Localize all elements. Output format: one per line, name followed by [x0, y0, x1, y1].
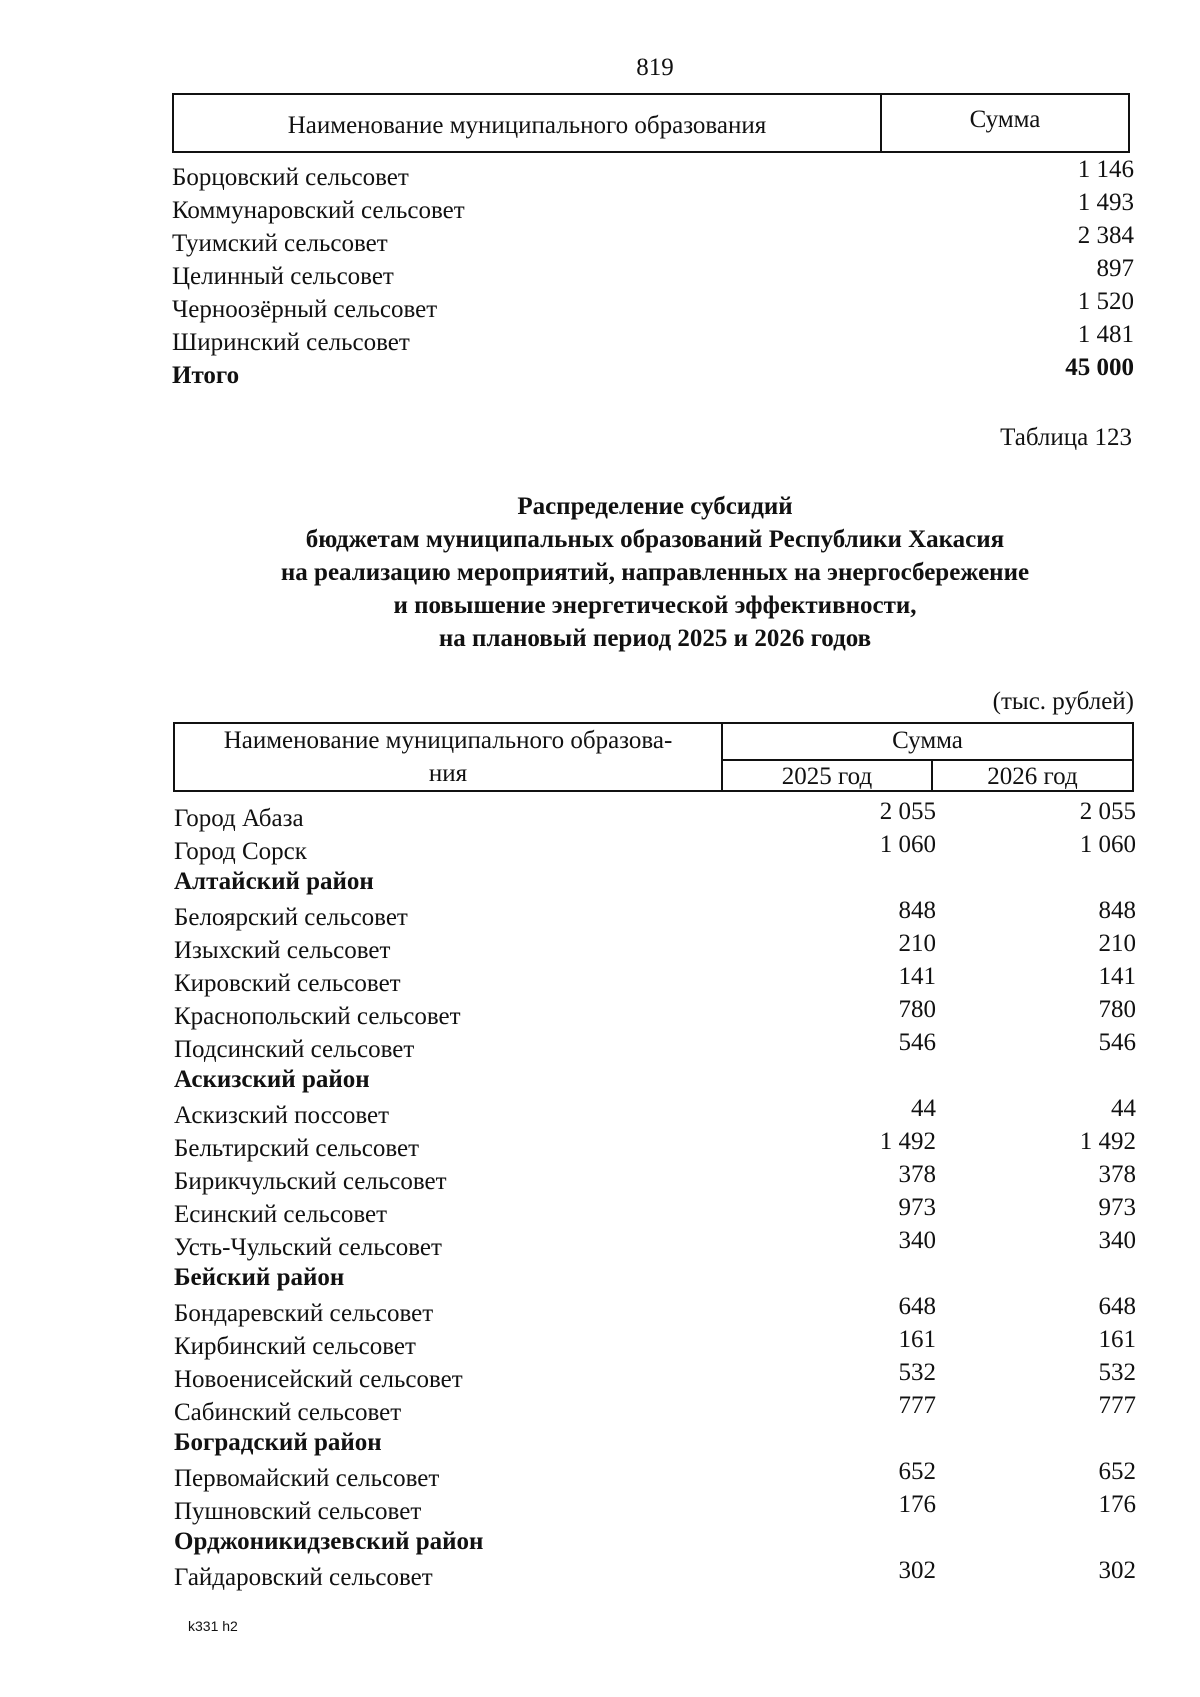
row-value: 1 520: [1077, 288, 1134, 315]
value-2025: 652: [898, 1458, 936, 1485]
value-2026: 161: [1098, 1326, 1136, 1353]
page-number: 819: [636, 54, 674, 81]
row-name: Туимский сельсовет: [172, 230, 388, 257]
table-row: [174, 1361, 1136, 1394]
value-2025: 973: [898, 1194, 936, 1221]
value-2026: 44: [1111, 1095, 1136, 1122]
district-row: [174, 1526, 1136, 1559]
table-row: [174, 800, 1136, 833]
row-name: Ширинский сельсовет: [172, 329, 410, 356]
row-name: Новоенисейский сельсовет: [174, 1366, 463, 1393]
table2-header-year-2025: 2025 год: [723, 761, 933, 790]
table-row: [172, 224, 1134, 257]
district-row: [174, 1427, 1136, 1460]
table-row: [172, 191, 1134, 224]
district-row: [174, 866, 1136, 899]
table2-header: [173, 722, 1134, 792]
table-label: Таблица 123: [1000, 424, 1132, 451]
table-row: [174, 1460, 1136, 1493]
row-value: 897: [1096, 255, 1134, 282]
total-row: [172, 356, 1134, 389]
value-2026: 652: [1098, 1458, 1136, 1485]
total-label: Итого: [172, 362, 240, 389]
table-row: [174, 1031, 1136, 1064]
value-2025: 210: [898, 930, 936, 957]
table-row: [174, 965, 1136, 998]
total-value: 45 000: [1065, 354, 1134, 381]
row-name: Сабинский сельсовет: [174, 1399, 402, 1426]
table-row: [172, 323, 1134, 356]
table2-body: [174, 800, 1136, 1592]
row-name: Первомайский сельсовет: [174, 1465, 440, 1492]
value-2025: 2 055: [879, 798, 936, 825]
row-name: Пушновский сельсовет: [174, 1498, 422, 1525]
table2-header-sum: Сумма: [723, 724, 1132, 761]
table-row: [174, 1493, 1136, 1526]
row-value: 2 384: [1077, 222, 1134, 249]
table2-header-name-line1: Наименование муниципального образова-: [223, 727, 673, 754]
value-2025: 777: [898, 1392, 936, 1419]
table-row: [172, 257, 1134, 290]
row-value: 1 146: [1077, 156, 1134, 183]
row-name: Черноозёрный сельсовет: [172, 296, 438, 323]
value-2025: 141: [898, 963, 936, 990]
value-2026: 302: [1098, 1557, 1136, 1584]
table-row: [174, 1097, 1136, 1130]
value-2025: 848: [898, 897, 936, 924]
row-name: Орджоникидзевский район: [174, 1528, 484, 1555]
table-row: [174, 1229, 1136, 1262]
value-2025: 546: [898, 1029, 936, 1056]
value-2025: 532: [898, 1359, 936, 1386]
title-line: на плановый период 2025 и 2026 годов: [438, 625, 872, 652]
table-row: [174, 899, 1136, 932]
value-2026: 648: [1098, 1293, 1136, 1320]
table-row: [174, 1196, 1136, 1229]
row-name: Борцовский сельсовет: [172, 164, 409, 191]
table1-header: [172, 93, 1130, 153]
value-2026: 141: [1098, 963, 1136, 990]
value-2026: 973: [1098, 1194, 1136, 1221]
row-name: Алтайский район: [174, 868, 374, 895]
row-name: Боградский район: [174, 1429, 382, 1456]
row-name: Белоярский сельсовет: [174, 904, 408, 931]
value-2026: 210: [1098, 930, 1136, 957]
value-2026: 1 492: [1079, 1128, 1136, 1155]
row-name: Кирбинский сельсовет: [174, 1333, 416, 1360]
row-name: Аскизский район: [174, 1066, 370, 1093]
row-name: Есинский сельсовет: [174, 1201, 388, 1228]
row-name: Бельтирский сельсовет: [174, 1135, 420, 1162]
value-2026: 378: [1098, 1161, 1136, 1188]
table2-header-name-line2: ния: [428, 760, 468, 787]
table-row: [174, 1559, 1136, 1592]
title-line: и повышение энергетической эффективности,: [393, 592, 917, 619]
row-name: Кировский сельсовет: [174, 970, 401, 997]
value-2025: 176: [898, 1491, 936, 1518]
row-name: Город Сорск: [174, 838, 307, 865]
row-name: Бирикчульский сельсовет: [174, 1168, 447, 1195]
table-row: [172, 158, 1134, 191]
units-note: (тыс. рублей): [992, 688, 1134, 715]
value-2025: 302: [898, 1557, 936, 1584]
value-2025: 44: [911, 1095, 936, 1122]
value-2025: 1 492: [879, 1128, 936, 1155]
value-2026: 848: [1098, 897, 1136, 924]
row-value: 1 481: [1077, 321, 1134, 348]
table-row: [174, 1394, 1136, 1427]
row-name: Подсинский сельсовет: [174, 1036, 415, 1063]
table-row: [174, 998, 1136, 1031]
table1-header-sum: Сумма: [969, 106, 1041, 133]
table-row: [172, 290, 1134, 323]
table-row: [174, 1163, 1136, 1196]
title-line: бюджетам муниципальных образований Республики Хакасия: [305, 526, 1005, 553]
value-2025: 1 060: [879, 831, 936, 858]
row-name: Гайдаровский сельсовет: [174, 1564, 433, 1591]
row-name: Коммунаровский сельсовет: [172, 197, 465, 224]
value-2026: 777: [1098, 1392, 1136, 1419]
district-row: [174, 1262, 1136, 1295]
row-name: Усть-Чульский сельсовет: [174, 1234, 442, 1261]
table-row: [174, 1130, 1136, 1163]
table-row: [174, 833, 1136, 866]
value-2025: 340: [898, 1227, 936, 1254]
table2-header-year-2026: 2026 год: [987, 763, 1078, 790]
value-2025: 378: [898, 1161, 936, 1188]
value-2026: 532: [1098, 1359, 1136, 1386]
value-2026: 340: [1098, 1227, 1136, 1254]
row-name: Целинный сельсовет: [172, 263, 394, 290]
title-line: Распределение субсидий: [517, 493, 793, 520]
row-name: Город Абаза: [174, 805, 304, 832]
row-value: 1 493: [1077, 189, 1134, 216]
footer-code: k331 h2: [188, 1618, 238, 1634]
value-2026: 1 060: [1079, 831, 1136, 858]
row-name: Краснопольский сельсовет: [174, 1003, 461, 1030]
value-2025: 648: [898, 1293, 936, 1320]
table1-body: [172, 158, 1134, 389]
value-2025: 780: [898, 996, 936, 1023]
row-name: Бондаревский сельсовет: [174, 1300, 434, 1327]
table2-title: [0, 490, 1200, 655]
value-2026: 2 055: [1079, 798, 1136, 825]
row-name: Бейский район: [174, 1264, 345, 1291]
row-name: Изыхский сельсовет: [174, 937, 391, 964]
table-row: [174, 932, 1136, 965]
table2-header-name: [175, 724, 723, 790]
table-row: [174, 1328, 1136, 1361]
district-row: [174, 1064, 1136, 1097]
row-name: Аскизский поссовет: [174, 1102, 390, 1129]
table1-header-name: Наименование муниципального образования: [174, 95, 882, 151]
value-2026: 546: [1098, 1029, 1136, 1056]
table-row: [174, 1295, 1136, 1328]
value-2025: 161: [898, 1326, 936, 1353]
value-2026: 780: [1098, 996, 1136, 1023]
title-line: на реализацию мероприятий, направленных на энергосбережение: [280, 559, 1030, 586]
value-2026: 176: [1098, 1491, 1136, 1518]
